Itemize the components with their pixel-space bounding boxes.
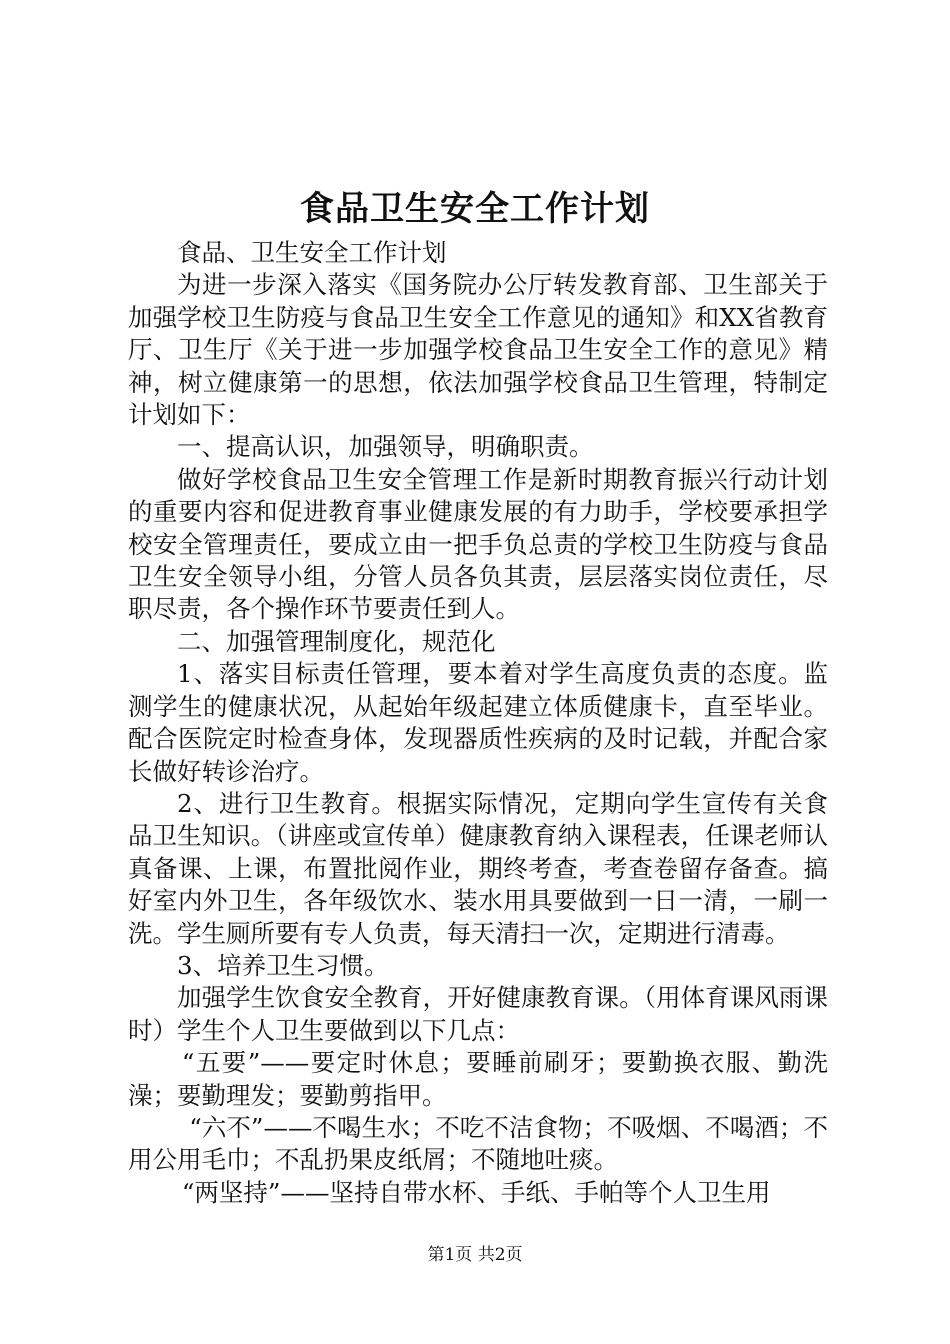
document-title: 食品卫生安全工作计划 bbox=[300, 189, 650, 229]
section-heading-2: 二、加强管理制度化，规范化 bbox=[177, 626, 496, 656]
paragraph-habits: 加强学生饮食安全教育，开好健康教育课。（用体育课风雨课时）学生个人卫生要做到以下几点： bbox=[128, 983, 828, 1045]
document-body bbox=[128, 237, 828, 1209]
paragraph-subtitle: 食品、卫生安全工作计划 bbox=[177, 238, 447, 267]
paragraph-item-3: 3、培养卫生习惯。 bbox=[177, 950, 389, 980]
page-footer: 第1页 共2页 bbox=[427, 1245, 523, 1265]
paragraph-item-1: 1、落实目标责任管理，要本着对学生高度负责的态度。监测学生的健康状况，从起始年级起建立体质健康卡，直至毕业。配合医院定时检查身体，发现器质性疾病的及时记载，并配合家长做好转诊治疗。 bbox=[128, 659, 828, 786]
paragraph-section-1: 做好学校食品卫生安全管理工作是新时期教育振兴行动计划的重要内容和促进教育事业健康发展的有力助手，学校要承担学校安全管理责任，要成立由一把手负总责的学校卫生防疫与食品卫生安全领导小组，分管人员各负其责，层层落实岗位责任，尽职尽责，各个操作环节要责任到人。 bbox=[128, 464, 828, 624]
paragraph-six-donts: “六不”——不喝生水；不吃不洁食物；不吸烟、不喝酒；不用公用毛巾；不乱扔果皮纸屑；不随地吐痰。 bbox=[128, 1112, 828, 1175]
paragraph-item-2: 2、进行卫生教育。根据实际情况，定期向学生宣传有关食品卫生知识。（讲座或宣传单）健康教育纳入课程表，任课老师认真备课、上课，布置批阅作业，期终考查，考查卷留存备查。搞好室内外卫生，各年级饮水、装水用具要做到一日一清，一刷一洗。学生厕所要有专人负责，每天清扫一次，定期进行清毒。 bbox=[128, 788, 828, 948]
paragraph-intro: 为进一步深入落实《国务院办公厅转发教育部、卫生部关于加强学校卫生防疫与食品卫生安全工作意见的通知》和XX省教育厅、卫生厅《关于进一步加强学校食品卫生安全工作的意见》精神，树立健康第一的思想，依法加强学校食品卫生管理，特制定计划如下： bbox=[128, 270, 828, 430]
section-heading-1: 一、提高认识，加强领导，明确职责。 bbox=[177, 432, 594, 462]
paragraph-two-persist: “两坚持”——坚持自带水杯、手纸、手帕等个人卫生用 bbox=[181, 1177, 771, 1207]
paragraph-five-musts: “五要”——要定时休息；要睡前刷牙；要勤换衣服、勤洗澡；要勤理发；要勤剪指甲。 bbox=[128, 1048, 828, 1110]
